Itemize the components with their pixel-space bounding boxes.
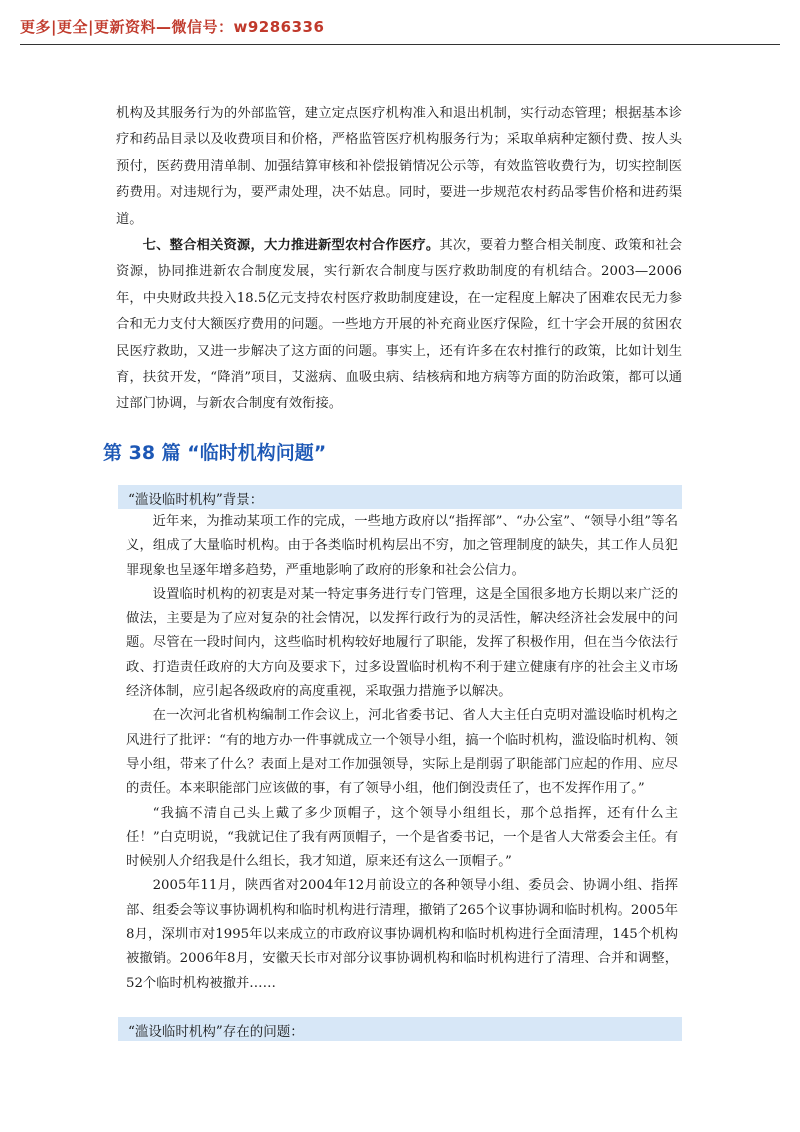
problems-heading: “滥设临时机构”存在的问题：	[128, 1024, 304, 1040]
section-title: 第 38 篇 “临时机构问题”	[103, 442, 327, 464]
background-heading: “滥设临时机构”背景：	[128, 492, 264, 508]
body-paragraph: “我搞不清自己头上戴了多少顶帽子，这个领导小组组长，那个总指挥，还有什么主任！”白克明说，“我就记住了我有两顶帽子，一个是省委书记，一个是省人大常委会主任。有时候别人介绍我是什么组长，我才知道，原来还有这么一顶帽子。”	[126, 805, 678, 870]
body-paragraph: 2005年11月，陕西省对2004年12月前设立的各种领导小组、委员会、协调小组、指挥部、组委会等议事协调机构和临时机构进行清理，撤销了265个议事协调和临时机构。2005年8月，深圳市对1995年以来成立的市政府议事协调机构和临时机构进行全面清理，145个机构被撤销。2006年8月，安徽天长市对部分议事协调机构和临时机构进行了清理、合并和调整，52个临时机构被撤并……	[126, 878, 678, 991]
header-divider	[20, 44, 780, 45]
intro-paragraph-2-body: 其次，要着力整合相关制度、政策和社会资源，协同推进新农合制度发展，实行新农合制度与医疗救助制度的有机结合。2003—2006年，中央财政共投入18.5亿元支持农村医疗救助制度建设，在一定程度上解决了困难农民无力参合和无力支付大额医疗费用的问题。一些地方开展的补充商业医疗保险，红十字会开展的贫困农民医疗救助，又进一步解决了这方面的问题。事实上，还有许多在农村推行的政策，比如计划生育，扶贫开发，“降消”项目，艾滋病、血吸虫病、结核病和地方病等方面的防治政策，都可以通过部门协调，与新农合制度有效衔接。	[116, 238, 683, 412]
background-heading-band	[118, 485, 682, 509]
background-text-block	[126, 510, 678, 996]
body-paragraph: 在一次河北省机构编制工作会议上，河北省委书记、省人大主任白克明对滥设临时机构之风进行了批评：“有的地方办一件事就成立一个领导小组，搞一个临时机构，滥设临时机构、领导小组，带来了什么？表面上是对工作加强领导，实际上是削弱了职能部门应起的作用、应尽的责任。本来职能部门应该做的事，有了领导小组，他们倒没责任了，也不发挥作用了。”	[126, 708, 678, 797]
body-paragraph: 设置临时机构的初衷是对某一特定事务进行专门管理，这是全国很多地方长期以来广泛的做法，主要是为了应对复杂的社会情况，以发挥行政行为的灵活性，解决经济社会发展中的问题。尽管在一段时间内，这些临时机构较好地履行了职能，发挥了积极作用，但在当今依法行政、打造责任政府的大方向及要求下，过多设置临时机构不利于建立健康有序的社会主义市场经济体制，应引起各级政府的高度重视，采取强力措施予以解决。	[126, 586, 678, 700]
intro-paragraph-2	[116, 233, 682, 418]
intro-paragraph-1: 机构及其服务行为的外部监管，建立定点医疗机构准入和退出机制，实行动态管理；根据基本诊疗和药品目录以及收费项目和价格，严格监管医疗机构服务行为；采取单病种定额付费、按人头预付，医药费用清单制、加强结算审核和补偿报销情况公示等，有效监管收费行为，切实控制医药费用。对违规行为，要严肃处理，决不姑息。同时，要进一步规范农村药品零售价格和进药渠道。	[116, 106, 682, 227]
header-watermark-text: 更多|更全|更新资料—微信号：w9286336	[20, 18, 325, 36]
problems-heading-band	[118, 1017, 682, 1041]
intro-paragraph-2-heading: 七、整合相关资源，大力推进新型农村合作医疗。	[142, 238, 440, 254]
intro-text-block	[116, 101, 682, 418]
page-header	[0, 0, 800, 46]
body-paragraph: 近年来，为推动某项工作的完成，一些地方政府以“指挥部”、“办公室”、“领导小组”等名义，组成了大量临时机构。由于各类临时机构层出不穷，加之管理制度的缺失，其工作人员犯罪现象也呈逐年增多趋势，严重地影响了政府的形象和社会公信力。	[126, 514, 678, 578]
